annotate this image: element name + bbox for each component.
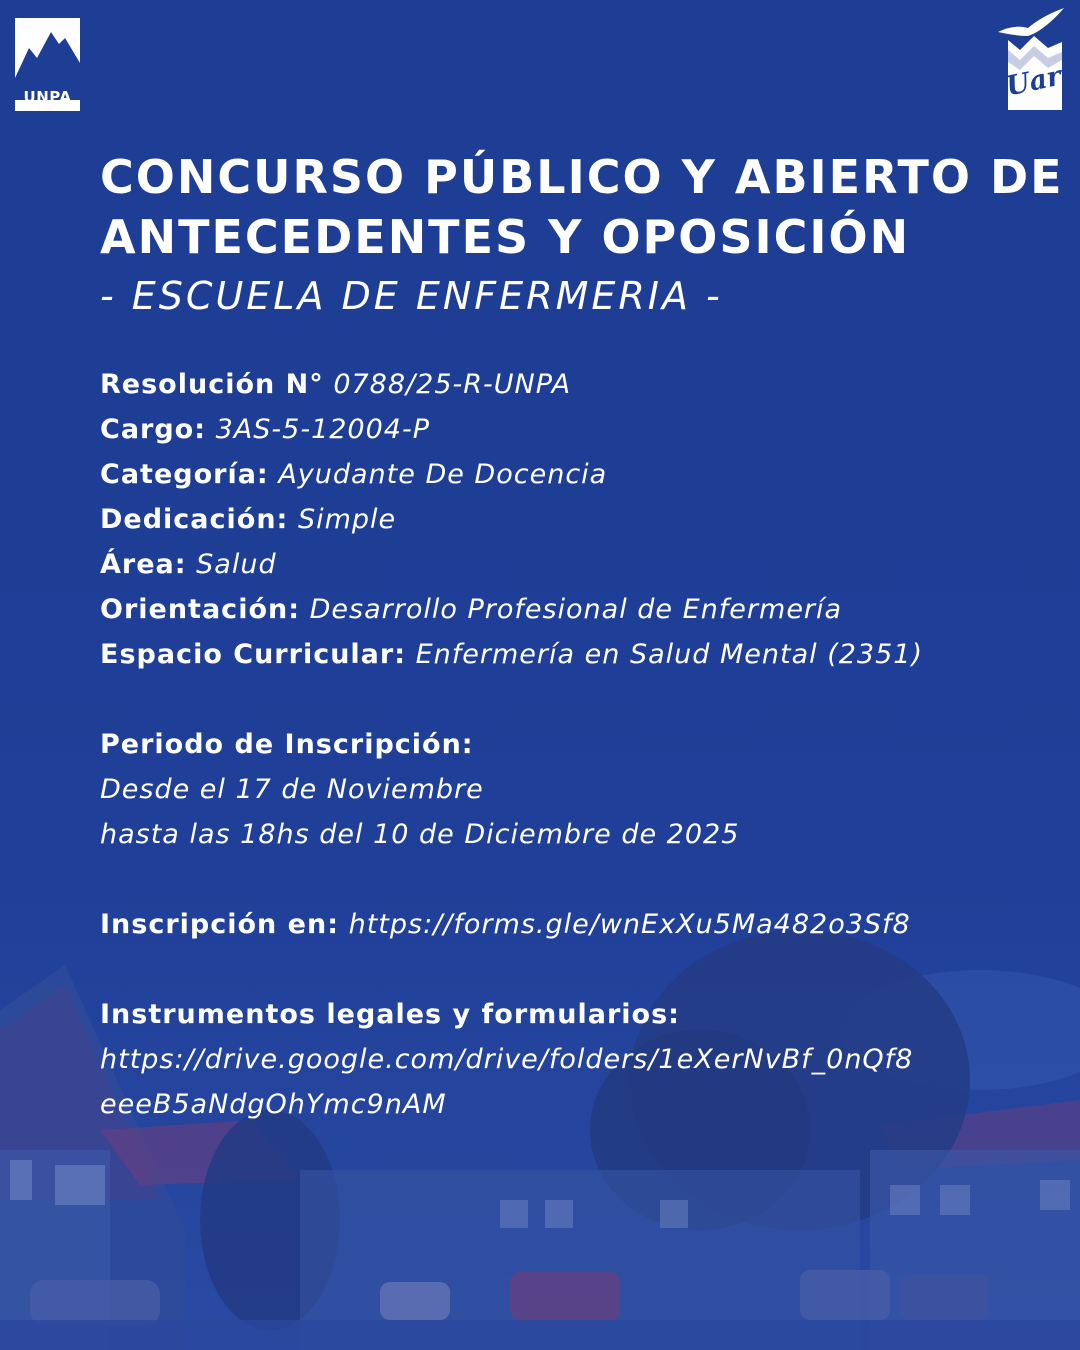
espacio-curricular-value: Enfermería en Salud Mental (2351) [415,639,923,670]
unpa-logo-text: UNPA [23,88,72,106]
title-line-1: CONCURSO PÚBLICO Y ABIERTO DE [100,150,1064,204]
spacer [100,947,1040,992]
categoria-row [100,452,1040,497]
inscripcion-row [100,902,1040,947]
area-label: Área: [100,549,187,580]
categoria-label: Categoría: [100,459,269,490]
uart-logo-text: Uart [1003,58,1077,103]
area-value: Salud [196,549,277,580]
resolucion-label: Resolución N° [100,369,324,400]
orientacion-value: Desarrollo Profesional de Enfermería [309,594,843,625]
uart-logo [994,6,1077,112]
area-row [100,542,1040,587]
orientacion-row [100,587,1040,632]
instrumentos-link-line-1[interactable]: https://drive.google.com/drive/folders/1eXerNvBf_0nQf8 [100,1044,914,1075]
title-line-2: ANTECEDENTES Y OPOSICIÓN [100,210,911,264]
instrumentos-link-line-2[interactable]: eeeB5aNdgOhYmc9nAM [100,1089,447,1120]
announcement-details [100,362,1040,1127]
unpa-logo [15,18,80,111]
inscripcion-label: Inscripción en: [100,909,340,940]
spacer [100,677,1040,722]
periodo-label: Periodo de Inscripción: [100,729,474,760]
cargo-value: 3AS-5-12004-P [215,414,430,445]
orientacion-label: Orientación: [100,594,301,625]
periodo-line-2: hasta las 18hs del 10 de Diciembre de 2025 [100,819,740,850]
cargo-label: Cargo: [100,414,207,445]
instrumentos-label: Instrumentos legales y formularios: [100,999,680,1030]
resolucion-value: 0788/25-R-UNPA [333,369,572,400]
espacio-curricular-label: Espacio Curricular: [100,639,407,670]
categoria-value: Ayudante De Docencia [278,459,608,490]
spacer [100,857,1040,902]
resolucion-row [100,362,1040,407]
dedicacion-label: Dedicación: [100,504,289,535]
dedicacion-value: Simple [297,504,397,535]
inscripcion-link[interactable]: https://forms.gle/wnExXu5Ma482o3Sf8 [348,909,911,940]
page-title [100,147,1064,267]
cargo-row [100,407,1040,452]
page-subtitle: - ESCUELA DE ENFERMERIA - [100,274,723,318]
dedicacion-row [100,497,1040,542]
espacio-curricular-row [100,632,1040,677]
periodo-line-1: Desde el 17 de Noviembre [100,774,484,805]
